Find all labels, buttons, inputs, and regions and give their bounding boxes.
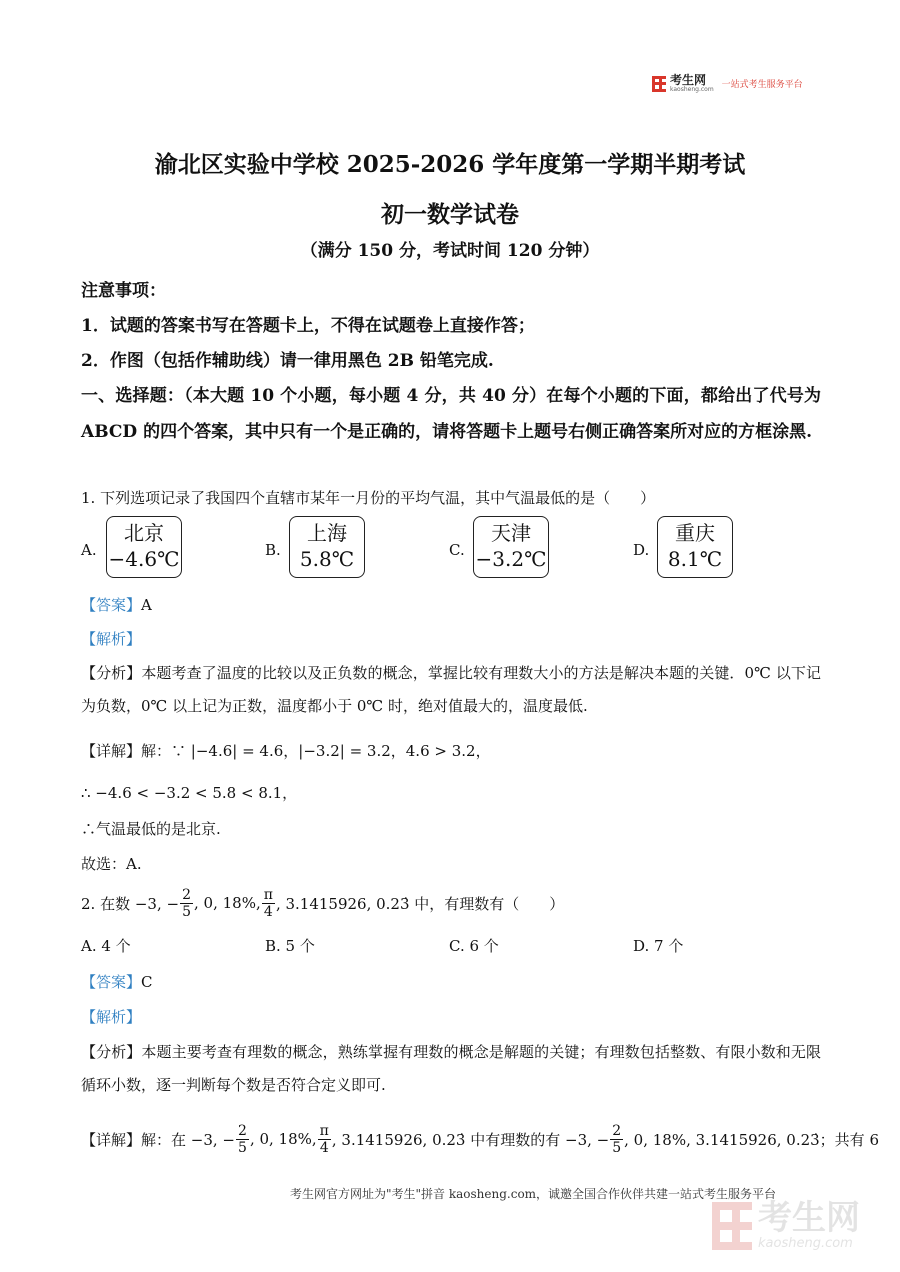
- fraction-denominator: 4: [263, 903, 273, 920]
- q2-detail-line: [81, 1116, 879, 1162]
- page-footer: 考生网官方网址为"考生"拼音 kaosheng.com，诚邀全国合作伙伴共建一站式考生服务平台: [290, 1187, 777, 1201]
- q1-detail-line: 故选：A.: [81, 855, 142, 873]
- brand-slogan: 一站式考生服务平台: [721, 80, 803, 90]
- q1-option-a-box: [106, 516, 182, 578]
- q1-option-city: 上海: [307, 521, 347, 545]
- q2-analysis-paragraph: [81, 1036, 821, 1102]
- q1-option-letter: A.: [81, 541, 97, 559]
- q2-option: B. 5 个: [265, 937, 315, 955]
- detail-text: 解：∵ |−4.6| = 4.6，|−3.2| = 3.2，4.6 > 3.2，: [141, 742, 491, 760]
- fraction-numerator: 2: [612, 1122, 622, 1139]
- fraction-numerator: π: [319, 1122, 329, 1139]
- answer-value: A: [141, 596, 152, 614]
- watermark: [712, 1200, 860, 1251]
- q1-option-city: 北京: [124, 521, 164, 545]
- q1-option-temp: 5.8℃: [299, 547, 355, 571]
- q1-option-letter: B.: [265, 541, 281, 559]
- q1-option-temp: −4.6℃: [108, 547, 180, 571]
- fenxi-text: 本题考查了温度的比较以及正负数的概念，掌握比较有理数大小的方法是解决本题的关键．0℃ 以下记为负数，0℃ 以上记为正数，温度都小于 0℃ 时，绝对值最大的，温度最低.: [81, 664, 821, 715]
- q1-analysis-label: 【解析】: [81, 630, 142, 648]
- q2-option: D. 7 个: [633, 937, 684, 955]
- notes-heading: 注意事项：: [81, 281, 166, 301]
- exam-info: （满分 150 分，考试时间 120 分钟）: [300, 241, 600, 261]
- detail-mid: , 0, 18%,: [249, 1130, 317, 1148]
- q1-option-c-box: [473, 516, 549, 578]
- q2-stem-mid: , 0, 18%,: [194, 894, 261, 912]
- watermark-domain: kaosheng.com: [758, 1236, 853, 1251]
- answer-label: 【答案】: [81, 973, 142, 991]
- detail-prefix: 解：在 −3, −: [141, 1130, 236, 1149]
- brand-logo: [652, 74, 803, 93]
- answer-value: C: [141, 973, 153, 991]
- fraction: [262, 887, 275, 920]
- brand-domain: kaosheng.com: [670, 86, 714, 93]
- q1-detail-line: ∴气温最低的是北京.: [81, 820, 221, 838]
- fraction: [610, 1123, 623, 1156]
- q2-stem: [81, 880, 564, 926]
- watermark-text: 考生网: [758, 1198, 860, 1238]
- exam-subtitle: 初一数学试卷: [381, 201, 519, 228]
- fenxi-text: 本题主要考查有理数的概念，熟练掌握有理数的概念是解题的关键；有理数包括整数、有限小数和无限循环小数，逐一判断每个数是否符合定义即可.: [81, 1043, 821, 1094]
- fraction-denominator: 4: [319, 1139, 329, 1156]
- fenxi-label: 【分析】: [81, 664, 142, 682]
- watermark-logo-icon: [712, 1202, 752, 1250]
- q2-option: C. 6 个: [449, 937, 499, 955]
- q1-option-b-box: [289, 516, 365, 578]
- fraction-numerator: 2: [182, 886, 191, 903]
- fenxi-label: 【分析】: [81, 1043, 142, 1061]
- q1-option-letter: D.: [633, 541, 650, 559]
- q1-option-letter: C.: [449, 541, 465, 559]
- fraction-denominator: 5: [612, 1139, 622, 1156]
- fraction-denominator: 5: [238, 1139, 247, 1156]
- fraction: [180, 887, 193, 920]
- brand-logo-icon: [652, 76, 666, 92]
- q1-detail-line: [81, 740, 491, 761]
- detail-label: 【详解】: [81, 742, 142, 760]
- q2-stem-prefix: 2. 在数 −3, −: [81, 894, 180, 913]
- note-item: 1．试题的答案书写在答题卡上，不得在试题卷上直接作答；: [81, 316, 535, 336]
- q1-option-d-box: [657, 516, 733, 578]
- q1-stem: 1. 下列选项记录了我国四个直辖市某年一月份的平均气温，其中气温最低的是（ ）: [81, 489, 656, 507]
- q1-detail-line: ∴ −4.6 < −3.2 < 5.8 < 8.1，: [81, 784, 298, 802]
- q2-stem-suffix: , 3.1415926, 0.23̇ 中，有理数有（ ）: [275, 894, 565, 913]
- fraction: [236, 1123, 249, 1156]
- answer-label: 【答案】: [81, 596, 142, 614]
- fraction-denominator: 5: [182, 903, 191, 920]
- q2-analysis-label: 【解析】: [81, 1008, 142, 1026]
- q2-option: A. 4 个: [81, 937, 131, 955]
- fraction: [318, 1123, 331, 1156]
- q1-analysis-paragraph: [81, 657, 821, 723]
- detail-mid: , 3.1415926, 0.23̇ 中有理数的有 −3, −: [331, 1130, 610, 1149]
- detail-label: 【详解】: [81, 1130, 142, 1149]
- q1-answer: [81, 594, 152, 615]
- fraction-numerator: π: [263, 886, 273, 903]
- detail-suffix: , 0, 18%, 3.1415926, 0.23̇；共有 6: [624, 1130, 879, 1149]
- section-instructions: 一、选择题：（本大题 10 个小题，每小题 4 分，共 40 分）在每个小题的下面，都给出了代号为 ABCD 的四个答案，其中只有一个是正确的，请将答题卡上题号右侧正确答案所对应的方框涂黑.: [81, 386, 821, 442]
- exam-title: 渝北区实验中学校 2025-2026 学年度第一学期半期考试: [154, 151, 746, 178]
- q1-option-city: 重庆: [675, 521, 715, 545]
- fraction-numerator: 2: [238, 1122, 247, 1139]
- q2-answer: [81, 971, 153, 992]
- note-item: 2．作图（包括作辅助线）请一律用黑色 2B 铅笔完成.: [81, 351, 494, 371]
- q1-option-city: 天津: [491, 521, 531, 545]
- brand-name: 考生网: [670, 73, 707, 87]
- q1-option-temp: 8.1℃: [667, 547, 723, 571]
- q1-option-temp: −3.2℃: [475, 547, 547, 571]
